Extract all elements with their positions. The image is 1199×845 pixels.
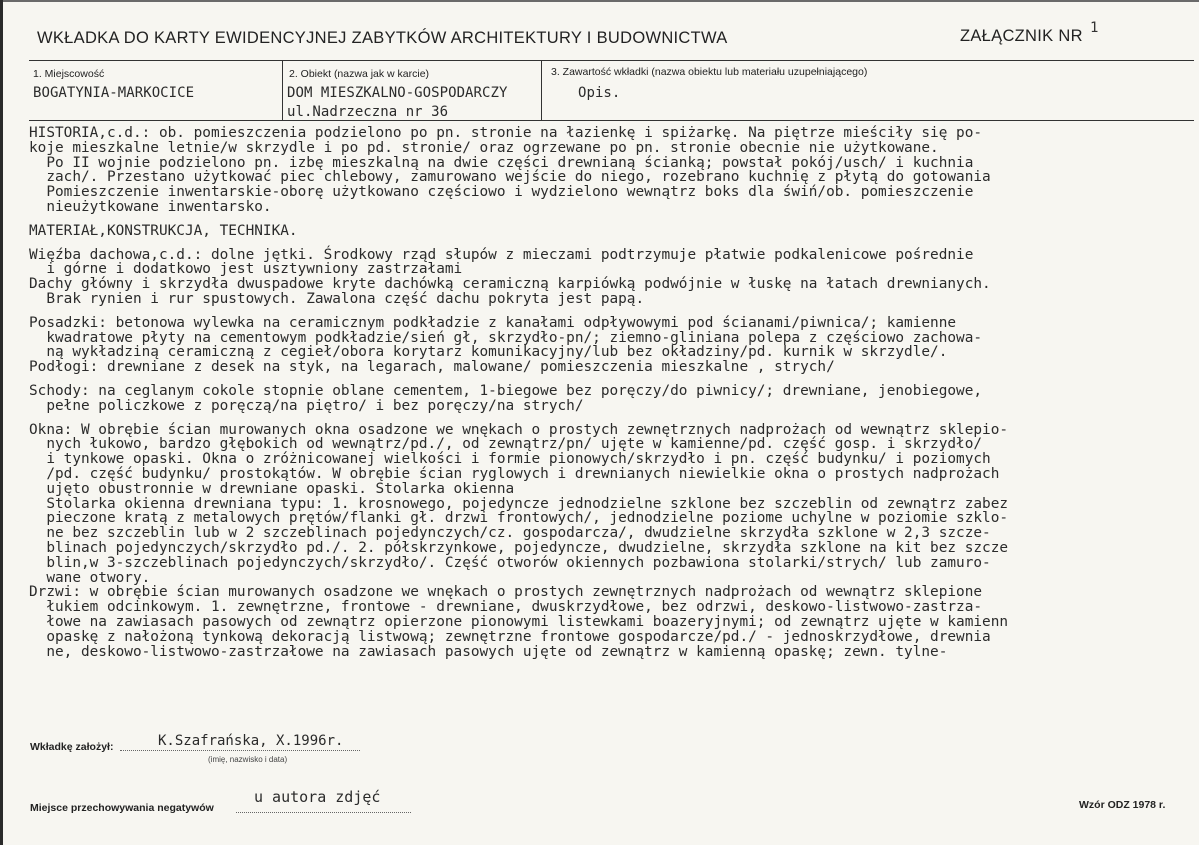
text-line: HISTORIA,c.d.: ob. pomieszczenia podzielono po pn. stronie na łazienkę i spiżarkę. Na piętrze mieściły się po-	[29, 125, 983, 141]
negatives-label: Miejsce przechowywania negatywów	[30, 802, 214, 814]
table-bottom-rule	[29, 120, 1194, 121]
text-line: /pd. część budynku/ prostokątów. W obrębie ścian ryglowych i drewnianych niewielkie okna o prostych nadprożach	[29, 465, 1000, 482]
locality-label: 1. Miejscowość	[33, 68, 105, 80]
text-line: łukiem odcinkowym. 1. zewnętrzne, frontowe - drewniane, dwuskrzydłowe, bez odrzwi, deskowo-listwowo-zastrza-	[29, 599, 983, 616]
locality-value: BOGATYNIA-MARKOCICE	[33, 85, 195, 101]
author-label: Wkładkę założył:	[30, 741, 114, 753]
table-divider-1	[282, 60, 283, 121]
text-line: Podłogi: drewniane z desek na styk, na legarach, malowane/ pomieszczenia mieszkalne , strych/	[29, 359, 835, 376]
text-line: ną wykładziną ceramiczną z cegieł/obora korytarz komunikacyjny/lub bez okładziny/pd. kurnik w skrzydle/.	[29, 344, 948, 361]
text-line: ne bez szczeblin lub w 2 szczeblinach pojedynczych/cz. gospodarcza/, dwudzielne skrzydła szklone w 2,3 szcze-	[29, 525, 991, 542]
text-line: Po II wojnie podzielono pn. izbę mieszkalną na dwie części drewnianą ścianką; powstał pokój/usch/ i kuchnia	[29, 154, 974, 171]
text-line: Schody: na ceglanym cokole stopnie oblane cementem, 1-biegowe bez poręczy/do piwnicy/; drewniane, jenobiegowe,	[29, 382, 983, 399]
text-line: MATERIAŁ,KONSTRUKCJA, TECHNIKA.	[29, 222, 298, 239]
form-id: Wzór ODZ 1978 r.	[1079, 799, 1166, 811]
frame-top-edge	[0, 0, 1199, 2]
text-line: Stolarka okienna drewniana typu: 1. krosnowego, pojedyncze jednodzielne szklone bez szczeblin od zewnątrz zabez	[29, 495, 1009, 512]
attachment-number: 1	[1090, 20, 1099, 36]
negatives-value: u autora zdjęć	[254, 788, 381, 806]
text-line: nieużytkowane inwentarsko.	[29, 198, 272, 215]
author-value: K.Szafrańska, X.1996r.	[158, 733, 344, 749]
text-line: Posadzki: betonowa wylewka na ceramicznym podkładzie z kanałami odpływowymi pod ścianami/piwnica/; kamienne	[29, 314, 957, 331]
text-line: nych łukowo, bardzo głębokich od wewnątrz/pd./, od zewnątrz/pn/ ujęte w kamienne/pd. część gosp. i skrzydło/	[29, 436, 983, 453]
author-dotted-line	[120, 750, 360, 751]
text-line: łowe na zawiasach pasowych od zewnątrz opierzone pionowymi listewkami boazeryjnymi; od zewnątrz ujęte w kamienn	[29, 613, 1009, 630]
text-line: blin,w 3-szczeblinach pojedynczych/skrzydło/. Część otworów okiennych pozbawiona stolarki/strych/ lub zamuro-	[29, 554, 991, 571]
table-top-rule	[29, 60, 1194, 61]
text-line: i górne i dodatkowo jest usztywniony zastrzałami	[29, 261, 463, 278]
text-line: ujęto obustronnie w drewniane opaski. Stolarka okienna	[29, 480, 515, 497]
text-line: Okna: W obrębie ścian murowanych okna osadzone we wnękach o prostych zewnętrznych nadprożach od wewnątrz sklepio-	[29, 421, 1009, 438]
form-title: WKŁADKA DO KARTY EWIDENCYJNEJ ZABYTKÓW ARCHITEKTURY I BUDOWNICTWA	[37, 29, 728, 47]
content-value: Opis.	[578, 85, 621, 101]
description-body	[29, 126, 1194, 659]
attachment-label: ZAŁĄCZNIK NR	[960, 27, 1083, 45]
table-divider-2	[541, 60, 542, 121]
text-line: kwadratowe płyty na cementowym podkładzie/sień gł, skrzydło-pn/; ziemno-gliniana polepa z częściowo zachowa-	[29, 329, 983, 346]
text-line: koje mieszkalne letnie/w skrzydle i po pd. stronie/ oraz ogrzewane po pn. stronie obecnie nie użytkowane.	[29, 139, 939, 156]
content-label: 3. Zawartość wkładki (nazwa obiektu lub materiału uzupełniającego)	[551, 66, 868, 78]
text-line: i tynkowe opaski. Okna o zróżnicowanej wielkości i formie pionowych/skrzydło i pn. część budynku/ i poziomych	[29, 451, 991, 468]
text-line: pieczone kratą z metalowych prętów/flanki gł. drzwi frontowych/, jednodzielne poziome uchylne w poziomie szklo-	[29, 510, 1009, 527]
text-line: zach/. Przestano użytkować piec chlebowy, zamurowano wejście do niego, rozebrano kuchnię z płytą do gotowania	[29, 169, 991, 186]
text-line: wane otwory.	[29, 569, 151, 586]
text-line: Dachy główny i skrzydła dwuspadowe kryte dachówką ceramiczną karpiówką podwójnie w łuskę na łatach drewnianych.	[29, 276, 991, 293]
object-value-name: DOM MIESZKALNO-GOSPODARCZY	[287, 85, 508, 101]
author-hint: (imię, nazwisko i data)	[208, 755, 288, 764]
text-line: blinach pojedynczych/skrzydło pd./. 2. półskrzynkowe, pojedyncze, dwudzielne, skrzydła szklone na kit bez szcze	[29, 539, 1009, 556]
text-line: opaskę z nałożoną tynkową dekoracją listwową; zewnętrzne frontowe gospodarcze/pd./ - jednoskrzydłowe, drewnia	[29, 628, 991, 645]
text-line: Brak rynien i rur spustowych. Zawalona część dachu pokryta jest papą.	[29, 290, 645, 307]
text-line: Drzwi: w obrębie ścian murowanych osadzone we wnękach o prostych zewnętrznych nadprożach od wewnątrz sklepione	[29, 584, 983, 601]
negatives-dotted-line	[236, 812, 411, 813]
object-value-address: ul.Nadrzeczna nr 36	[287, 104, 449, 120]
text-line: pełne policzkowe z poręczą/na piętro/ i bez poręczy/na strych/	[29, 397, 584, 414]
text-line: ne, deskowo-listwowo-zastrzałowe na zawiasach pasowych ujęte od zewnątrz w kamienną opaskę; zewn. tylne-	[29, 643, 948, 660]
object-label: 2. Obiekt (nazwa jak w karcie)	[289, 68, 430, 80]
text-line: Pomieszczenie inwentarskie-oborę użytkowano częściowo i wydzielono wewnątrz boks dla świń/ob. pomieszczenie	[29, 184, 974, 201]
frame-left-edge	[0, 0, 3, 845]
text-line: Więźba dachowa,c.d.: dolne jętki. Środkowy rząd słupów z mieczami podtrzymuje płatwie podkalenicowe pośrednie	[29, 246, 974, 263]
